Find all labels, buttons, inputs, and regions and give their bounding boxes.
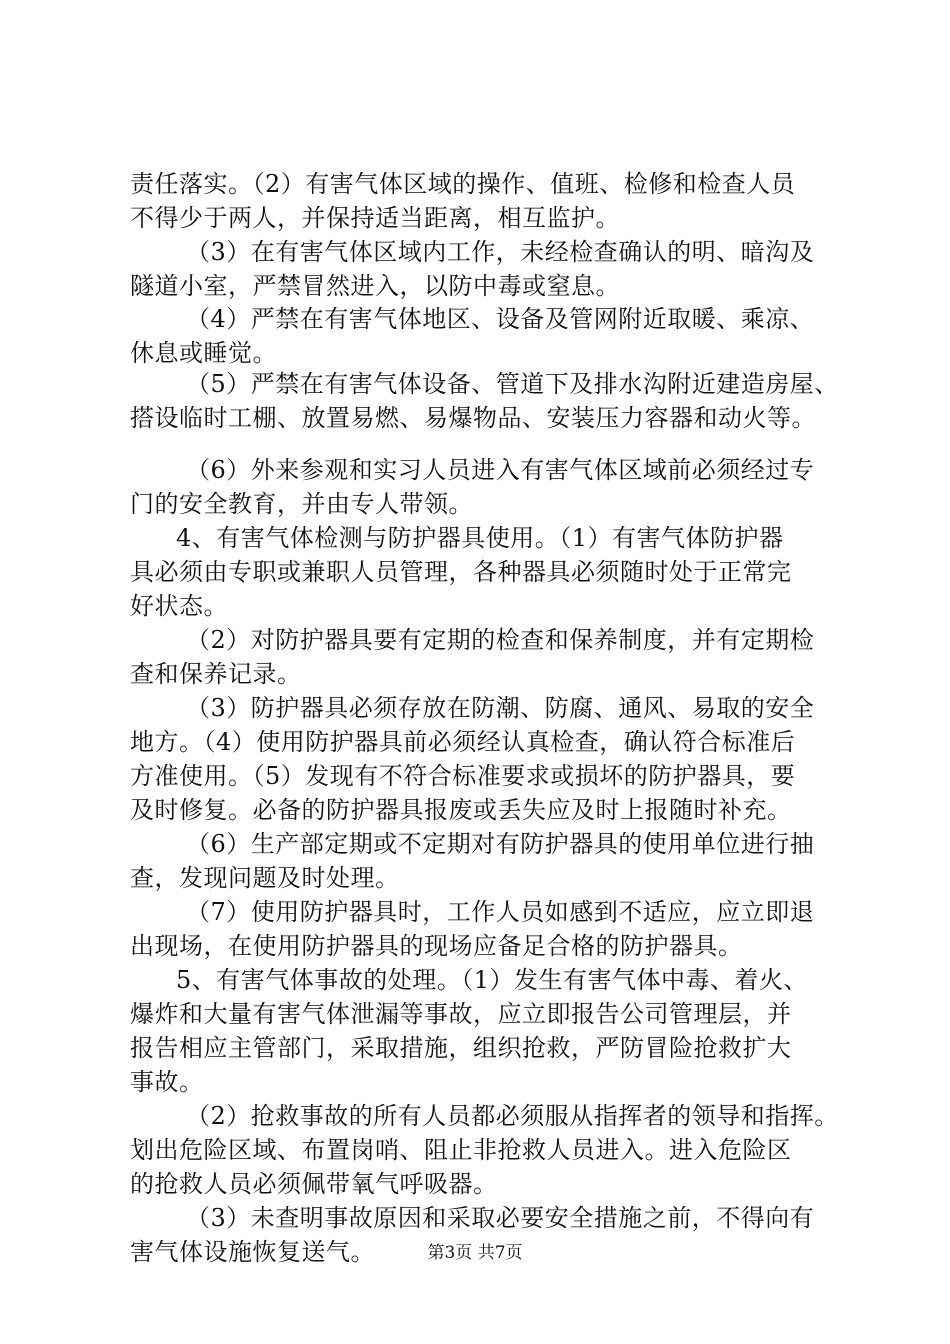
text-line: （2）抢救事故的所有人员都必须服从指挥者的领导和指挥。 bbox=[186, 1102, 839, 1130]
text-line: 搭设临时工棚、放置易燃、易爆物品、安装压力容器和动火等。 bbox=[130, 404, 816, 432]
text-line: （6）生产部定期或不定期对有防护器具的使用单位进行抽 bbox=[186, 830, 815, 858]
text-line: 地方。（4）使用防护器具前必须经认真检查，确认符合标准后 bbox=[130, 728, 796, 756]
text-line: 方准使用。（5）发现有不符合标准要求或损坏的防护器具，要 bbox=[130, 762, 796, 790]
text-line: （3）未查明事故原因和采取必要安全措施之前，不得向有 bbox=[186, 1204, 815, 1232]
text-line: （3）在有害气体区域内工作，未经检查确认的明、暗沟及 bbox=[186, 238, 815, 266]
text-line: 5、有害气体事故的处理。（1）发生有害气体中毒、着火、 bbox=[176, 966, 809, 994]
text-line: 出现场，在使用防护器具的现场应备足合格的防护器具。 bbox=[130, 932, 743, 960]
text-line: 爆炸和大量有害气体泄漏等事故，应立即报告公司管理层，并 bbox=[130, 1000, 792, 1028]
text-line: 事故。 bbox=[130, 1068, 204, 1096]
text-line: 休息或睡觉。 bbox=[130, 339, 277, 367]
text-line: 查，发现问题及时处理。 bbox=[130, 864, 400, 892]
text-line: （5）严禁在有害气体设备、管道下及排水沟附近建造房屋、 bbox=[186, 370, 839, 398]
text-line: 不得少于两人，并保持适当距离，相互监护。 bbox=[130, 204, 620, 232]
text-line: 害气体设施恢复送气。 bbox=[130, 1238, 375, 1266]
text-line: （3）防护器具必须存放在防潮、防腐、通风、易取的安全 bbox=[186, 694, 815, 722]
text-line: 4、有害气体检测与防护器具使用。（1）有害气体防护器 bbox=[176, 524, 784, 552]
text-line: 责任落实。（2）有害气体区域的操作、值班、检修和检查人员 bbox=[130, 170, 796, 198]
text-line: 隧道小室，严禁冒然进入，以防中毒或窒息。 bbox=[130, 272, 620, 300]
page-number: 第3页 共7页 bbox=[427, 1243, 523, 1263]
text-line: （7）使用防护器具时，工作人员如感到不适应，应立即退 bbox=[186, 898, 815, 926]
text-line: （4）严禁在有害气体地区、设备及管网附近取暖、乘凉、 bbox=[186, 305, 815, 333]
text-line: 报告相应主管部门，采取措施，组织抢救，严防冒险抢救扩大 bbox=[130, 1034, 792, 1062]
text-line: 门的安全教育，并由专人带领。 bbox=[130, 490, 473, 518]
text-line: 及时修复。必备的防护器具报废或丢失应及时上报随时补充。 bbox=[130, 796, 792, 824]
text-line: （2）对防护器具要有定期的检查和保养制度，并有定期检 bbox=[186, 626, 815, 654]
text-line: 划出危险区域、布置岗哨、阻止非抢救人员进入。进入危险区 bbox=[130, 1136, 792, 1164]
text-line: 好状态。 bbox=[130, 592, 228, 620]
text-line: （6）外来参观和实习人员进入有害气体区域前必须经过专 bbox=[186, 456, 815, 484]
text-line: 的抢救人员必须佩带氧气呼吸器。 bbox=[130, 1170, 498, 1198]
text-line: 查和保养记录。 bbox=[130, 660, 302, 688]
text-line: 具必须由专职或兼职人员管理，各种器具必须随时处于正常完 bbox=[130, 558, 792, 586]
